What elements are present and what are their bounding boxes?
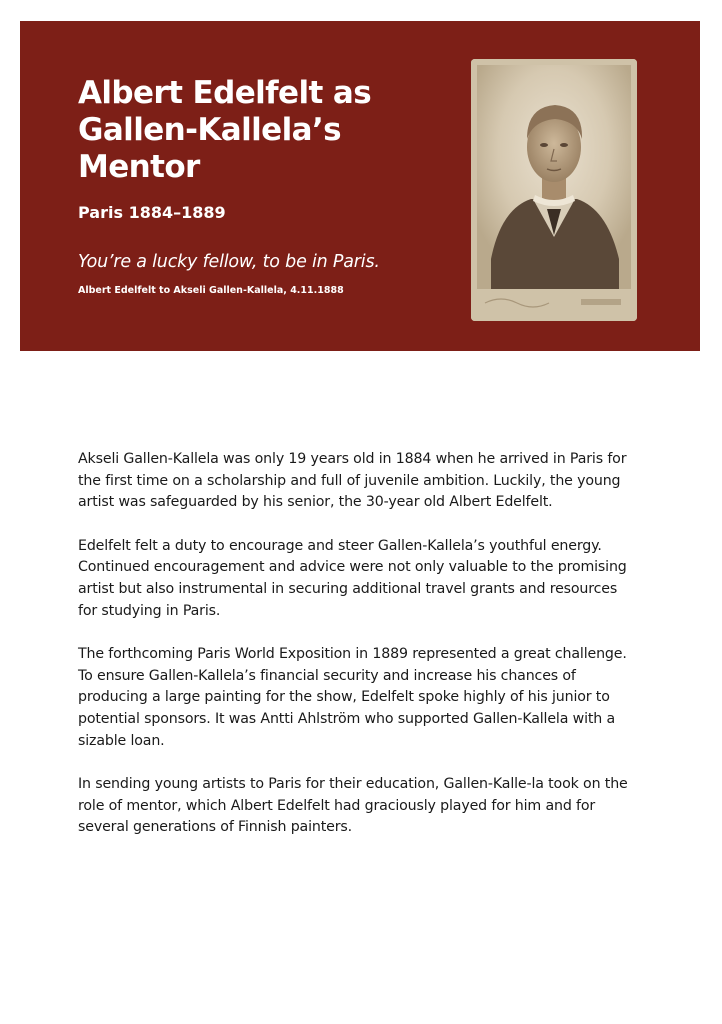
quote: You’re a lucky fellow, to be in Paris. [78,252,380,272]
page-subtitle: Paris 1884–1889 [78,203,226,222]
body-text [78,449,638,861]
page-title: Albert Edelfelt as Gallen-Kallela’s Mentor [78,75,372,185]
paragraph: Edelfelt felt a duty to encourage and steer Gallen-Kallela’s youthful energy. Continued encouragement and advice were not only valuable to the promising artist but also instrumental in securing additional travel grants and resources for studying in Paris. [78,537,627,619]
paragraph: In sending young artists to Paris for their education, Gallen-Kalle-la took on the role of mentor, which Albert Edelfelt had graciously played for him and for several generations of Finnish painters. [78,775,628,836]
portrait-photo [471,59,637,321]
paragraph: Akseli Gallen-Kallela was only 19 years old in 1884 when he arrived in Paris for the first time on a scholarship and full of juvenile ambition. Luckily, the young artist was safeguarded by his senior, the 30-year old Albert Edelfelt. [78,451,627,511]
quote-attribution: Albert Edelfelt to Akseli Gallen-Kallela, 4.11.1888 [78,285,344,296]
paragraph: The forthcoming Paris World Exposition in 1889 represented a great challenge. To ensure Gallen-Kallela’s financial security and increase his chances of producing a large painting for the show, Edelfelt spoke highly of his junior to potential sponsors. It was Antti Ahlström who supported Gallen-Kallela with a sizable loan. [78,645,627,749]
portrait-photo-icon [471,59,637,321]
header-banner [20,21,700,351]
